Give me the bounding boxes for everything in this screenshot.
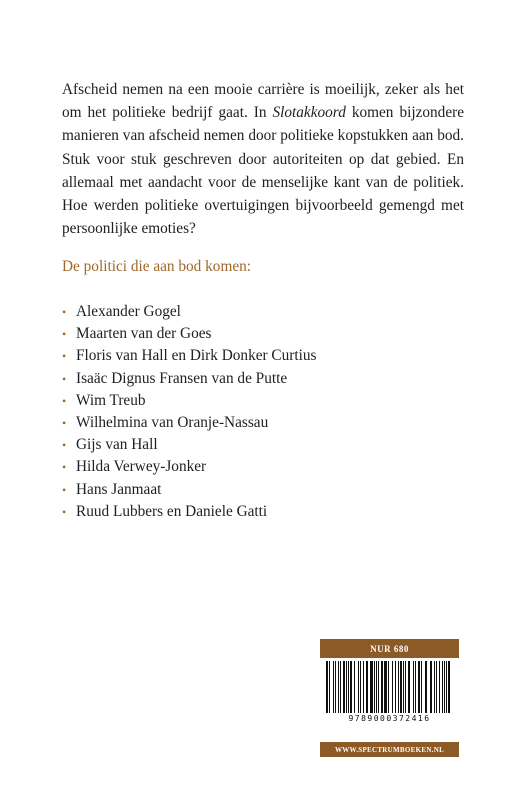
bullet-icon: • [62, 305, 67, 319]
bullet-icon: • [62, 460, 67, 475]
politician-name: Ruud Lubbers en Daniele Gatti [76, 502, 268, 520]
barcode-bar [434, 661, 435, 713]
barcode-bar [340, 661, 341, 713]
politician-name: Isaäc Dignus Fransen van de Putte [76, 369, 288, 387]
barcode-bar [405, 661, 406, 713]
barcode-bar [338, 661, 339, 713]
bullet-icon: • [62, 416, 67, 431]
barcode-bar [350, 661, 352, 713]
barcode-bar [333, 661, 334, 713]
barcode-bar [384, 661, 387, 713]
bullet-icon: • [62, 438, 67, 453]
barcode-icon [320, 659, 459, 714]
list-item [62, 434, 316, 456]
politician-name: Hans Janmaat [76, 480, 162, 498]
barcode-bar [430, 661, 432, 713]
list-item [62, 345, 316, 367]
list-item [62, 479, 316, 501]
list-item [62, 412, 316, 434]
barcode-bar [395, 661, 396, 713]
barcode-bar [343, 661, 345, 713]
barcode-bar [366, 661, 368, 713]
barcode-bar [378, 661, 379, 713]
barcode-bar [354, 661, 355, 713]
barcode-bar [446, 661, 447, 713]
barcode-bar [413, 661, 414, 713]
politician-name: Floris van Hall en Dirk Donker Curtius [76, 347, 317, 365]
bullet-icon: • [62, 482, 67, 497]
barcode-bar [415, 661, 416, 713]
barcode-bar [408, 661, 410, 713]
barcode-bar [398, 661, 399, 713]
list-item [62, 456, 316, 478]
politician-name: Hilda Verwey-Jonker [76, 458, 207, 476]
barcode-bar [381, 661, 383, 713]
bullet-icon: • [62, 504, 67, 519]
barcode-bar [374, 661, 375, 713]
intro-text-2: komen bijzondere manieren van afscheid nemen door politieke kopstukken aan bod. Stuk voor stuk geschreven door autoriteiten op dat gebied. En allemaal met aandacht voor de menselijke kant van de politiek. Hoe werden politieke overtuigingen bijvoorbeeld gemengd met persoonlijke emoties? [62, 104, 464, 238]
intro-paragraph [62, 78, 464, 240]
politician-name: Gijs van Hall [76, 436, 158, 454]
barcode-bar [392, 661, 393, 713]
list-item [62, 390, 316, 412]
bullet-icon: • [62, 349, 67, 364]
barcode-bar [346, 661, 347, 713]
isbn-barcode [320, 659, 459, 729]
list-heading: De politici die aan bod komen: [62, 258, 252, 275]
isbn-number: 9789000372416 [348, 714, 431, 723]
barcode-bar [388, 661, 389, 713]
barcode-bar [326, 661, 328, 713]
barcode-bar [436, 661, 437, 713]
bullet-icon: • [62, 393, 67, 408]
barcode-bar [439, 661, 440, 713]
barcode-bar [448, 661, 450, 713]
politician-name: Wim Treub [76, 391, 146, 409]
barcode-bar [376, 661, 377, 713]
politician-name: Wilhelmina van Oranje-Nassau [76, 414, 269, 432]
book-title: Slotakkoord [272, 104, 346, 122]
barcode-bar [358, 661, 359, 713]
barcode-bar [363, 661, 364, 713]
bullet-icon: • [62, 327, 67, 342]
barcode-bar [444, 661, 445, 713]
list-item [62, 323, 316, 345]
barcode-bar [442, 661, 443, 713]
barcode-bar [425, 661, 427, 713]
list-item [62, 301, 316, 323]
barcode-bar [421, 661, 422, 713]
bullet-icon: • [62, 371, 67, 386]
list-item [62, 501, 316, 523]
list-item [62, 368, 316, 390]
nur-label: NUR 680 [320, 639, 459, 658]
intro-text-1: Afscheid nemen na een mooie carrière is moeilijk, zeker als het om het politieke bedrijf gaat. In [62, 81, 464, 122]
barcode-bar [348, 661, 349, 713]
barcode-bar [403, 661, 404, 713]
barcode-bar [400, 661, 402, 713]
barcode-bar [370, 661, 373, 713]
politician-name: Maarten van der Goes [76, 325, 212, 343]
politician-list [62, 301, 316, 523]
barcode-bar [360, 661, 361, 713]
barcode-bar [418, 661, 420, 713]
publisher-website: WWW.SPECTRUMBOEKEN.NL [320, 742, 459, 757]
barcode-bar [329, 661, 330, 713]
barcode-bar [335, 661, 336, 713]
politician-name: Alexander Gogel [76, 303, 181, 320]
